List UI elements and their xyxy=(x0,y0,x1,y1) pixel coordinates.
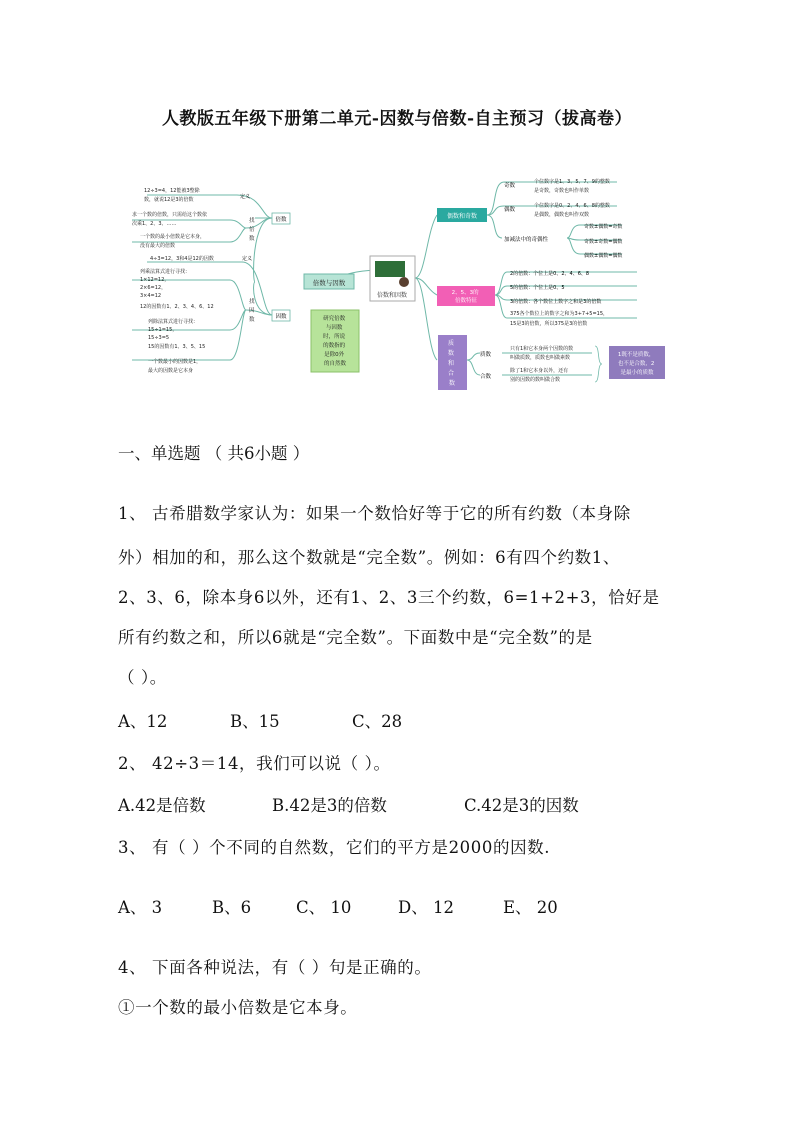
factors-find-text-1: 列乘法算式进行寻找： 1×12=12， 2×6=12， 3×4=12 12的因数有1、2、3、4、6、12 xyxy=(140,269,214,310)
question-1-line-3: 2、3、6，除本身6以外，还有1、2、3三个约数，6=1+2+3，恰好是 xyxy=(118,588,660,607)
odd-text: 个位数字是1、3、5、7、9的整数 是奇数，奇数也叫作单数 xyxy=(534,179,610,194)
question-1-line-2: 外）相加的和，那么这个数就是“完全数”。例如：6有四个约数1、 xyxy=(118,548,620,567)
q1-option-a: A、12 xyxy=(118,712,168,731)
question-4: 4、 下面各种说法，有（ ）句是正确的。 xyxy=(118,958,432,977)
section-heading: 一、单选题 （ 共6小题 ） xyxy=(118,444,310,463)
q2-option-a: A.42是倍数 xyxy=(118,796,206,815)
q3-option-e: E、 20 xyxy=(503,898,558,917)
multiples-find-text-2: 一个数的最小倍数是它本身， 没有最大的倍数 xyxy=(140,234,206,249)
connector xyxy=(487,215,502,238)
connector xyxy=(467,360,480,375)
composite-label: 合数 xyxy=(480,374,492,380)
feature-example: 375各个数位上的数字之和为3+7+5=15， 15是3的倍数，所以375是3的倍数 xyxy=(510,311,609,327)
teacher-icon xyxy=(399,277,409,287)
question-4-statement-1: ①一个数的最小倍数是它本身。 xyxy=(118,998,358,1017)
q1-option-c: C、28 xyxy=(352,712,403,731)
composite-text: 除了1和它本身以外，还有 别的因数的数叫做合数 xyxy=(510,368,569,383)
rule-2: 奇数±奇数=偶数 xyxy=(584,239,623,245)
multiples-find-label: 找 倍 数 xyxy=(249,218,255,242)
connector xyxy=(467,353,480,360)
even-label: 偶数 xyxy=(504,207,516,213)
question-1-line-4: 所有约数之和，所以6就是“完全数”。下面数中是“完全数”的是 xyxy=(118,628,593,647)
question-2: 2、 42÷3＝14，我们可以说（ ）。 xyxy=(118,754,391,773)
left-root-label: 倍数与因数 xyxy=(312,279,346,287)
addsub-label: 加减法中的奇偶性 xyxy=(504,237,549,243)
factors-find-text-2: 列除法算式进行寻找： 15÷1=15， 15÷3=5 15的因数有1、3、5、15 xyxy=(148,319,206,350)
factors-def-label: 定义 xyxy=(242,256,253,262)
feature-1: 2的倍数：个位上是0、2、4、6、8 xyxy=(510,271,590,277)
feature-3: 3的倍数：各个数位上数字之和是3的倍数 xyxy=(510,299,602,305)
q1-option-b: B、15 xyxy=(230,712,280,731)
connector xyxy=(254,218,272,282)
even-text: 个位数字是0、2、4、6、8的整数 是偶数，偶数也叫作双数 xyxy=(534,203,610,218)
multiples-def-text: 12÷3=4，12能被3整除 数，就说12是3的倍数 xyxy=(144,188,200,203)
left-note-text: 研究倍数 与因数 时，所说 的数指的 是除0外 的自然数 xyxy=(323,316,347,367)
factors-find-label: 找 因 数 xyxy=(249,299,255,323)
connector xyxy=(415,278,437,360)
connector xyxy=(415,215,437,278)
factors-label: 因数 xyxy=(275,314,287,320)
feature-2: 5的倍数：个位上是0、5 xyxy=(510,285,565,291)
factors-find-text-3: 一个数最小的因数是1， 最大的因数是它本身 xyxy=(148,359,202,374)
prime-note-text: 1既不是质数， 也不是合数，2 是最小的质数 xyxy=(617,352,655,376)
rule-3: 偶数±偶数=偶数 xyxy=(584,253,623,259)
prime-node-label: 质 数 和 合 数 xyxy=(448,340,456,387)
multiples-find-text-1: 求一个数的倍数，只需给这个数依 次乘1、2、3、…… xyxy=(132,212,208,227)
mind-map xyxy=(112,170,672,395)
q3-option-a: A、 3 xyxy=(118,898,163,917)
features-label: 2、5、3的 倍数特征 xyxy=(451,290,479,304)
q2-option-b: B.42是3的倍数 xyxy=(272,796,387,815)
odd-label: 奇数 xyxy=(504,183,516,189)
rule-1: 奇数±偶数=奇数 xyxy=(584,224,623,230)
connector xyxy=(254,282,272,315)
q2-option-c: C.42是3的因数 xyxy=(464,796,579,815)
question-3: 3、 有（ ）个不同的自然数，它们的平方是2000的因数. xyxy=(118,838,551,857)
q3-option-c: C、 10 xyxy=(296,898,352,917)
q3-option-d: D、 12 xyxy=(398,898,454,917)
prime-label: 质数 xyxy=(480,352,492,358)
even-odd-label: 偶数和奇数 xyxy=(446,213,478,220)
q3-option-b: B、6 xyxy=(212,898,252,917)
center-node-label: 倍数和因数 xyxy=(376,292,408,299)
prime-text: 只有1和它本身两个因数的数 叫做质数，质数也叫做素数 xyxy=(510,346,574,361)
multiples-def-label: 定义 xyxy=(240,194,251,200)
page-title: 人教版五年级下册第二单元-因数与倍数-自主预习（拔高卷） xyxy=(161,109,633,129)
chalkboard-icon xyxy=(375,261,405,277)
question-1-line-1: 1、 古希腊数学家认为：如果一个数恰好等于它的所有约数（本身除 xyxy=(118,504,631,523)
factors-def-text: 4÷3=12，3和4是12的因数 xyxy=(150,256,214,262)
question-1-line-5: （ ）。 xyxy=(118,668,167,687)
multiples-label: 倍数 xyxy=(275,217,287,223)
